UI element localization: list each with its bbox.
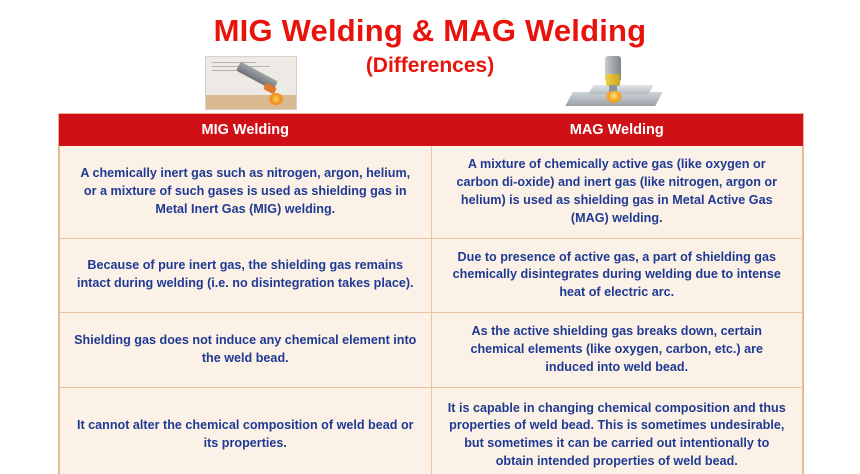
table-row <box>60 313 803 388</box>
column-header-mig: MIG Welding <box>60 115 432 146</box>
mig-welding-torch-diagram-image <box>205 56 297 110</box>
cell-mag-3: As the active shielding gas breaks down, certain chemical elements (like oxygen, carbon, etc.) are induced into weld bead. <box>431 313 803 388</box>
cell-mig-4: It cannot alter the chemical composition of weld bead or its properties. <box>60 387 432 474</box>
cell-mag-1: A mixture of chemically active gas (like oxygen or carbon di-oxide) and inert gas (like nitrogen, argon or helium) is used as shielding gas in Metal Active Gas (MAG) welding. <box>431 146 803 239</box>
cell-mig-1: A chemically inert gas such as nitrogen, argon, helium, or a mixture of such gases is used as shielding gas in Metal Inert Gas (MIG) welding. <box>60 146 432 239</box>
cell-mag-2: Due to presence of active gas, a part of shielding gas chemically disintegrates during welding due to intense heat of electric arc. <box>431 238 803 313</box>
table-row <box>60 146 803 239</box>
cell-mig-2: Because of pure inert gas, the shielding gas remains intact during welding (i.e. no disintegration takes place). <box>60 238 432 313</box>
welding-arc-glow-icon <box>605 91 623 103</box>
mag-welding-gun-illustration-image <box>565 54 663 112</box>
page-subtitle: (Differences) <box>365 54 495 78</box>
welding-arc-glow-icon <box>268 93 284 105</box>
cell-mag-4: It is capable in changing chemical composition and thus properties of weld bead. This is sometimes undesirable, but sometimes it can be carried out intentionally to obtain intended properties of weld bead. <box>431 387 803 474</box>
column-header-mag: MAG Welding <box>431 115 803 146</box>
table-header-row <box>60 115 803 146</box>
cell-mig-3: Shielding gas does not induce any chemical element into the weld bead. <box>60 313 432 388</box>
title-block <box>0 14 860 77</box>
table-row <box>60 387 803 474</box>
page-title: MIG Welding & MAG Welding <box>213 13 647 48</box>
table-row <box>60 238 803 313</box>
comparison-table <box>58 113 804 474</box>
